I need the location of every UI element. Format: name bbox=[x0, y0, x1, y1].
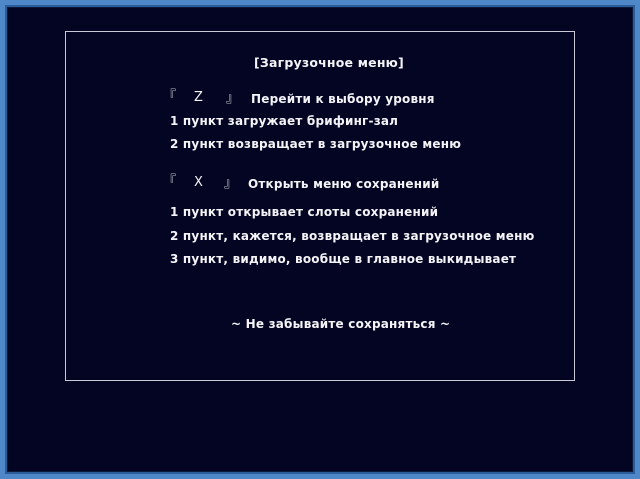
key-bracket-open: 『 bbox=[163, 174, 177, 189]
section-x-item-1: 1 пункт открывает слоты сохранений bbox=[170, 205, 439, 219]
key-x-label: X bbox=[194, 175, 204, 190]
menu-title: [Загрузочное меню] bbox=[254, 55, 404, 70]
section-x-item-2: 2 пункт, кажется, возвращает в загрузочное меню bbox=[170, 229, 535, 243]
section-z-item-1: 1 пункт загружает брифинг-зал bbox=[170, 114, 399, 128]
key-bracket-close: 』 bbox=[224, 176, 238, 191]
key-bracket-close: 』 bbox=[226, 91, 240, 106]
section-x-heading: Открыть меню сохранений bbox=[248, 177, 440, 191]
key-z-label: Z bbox=[194, 90, 204, 105]
section-z-item-2: 2 пункт возвращает в загрузочное меню bbox=[170, 137, 462, 151]
save-reminder: ~ Не забывайте сохраняться ~ bbox=[231, 317, 451, 331]
section-z-heading: Перейти к выбору уровня bbox=[251, 92, 435, 106]
section-x-item-3: 3 пункт, видимо, вообще в главное выкидывает bbox=[170, 252, 517, 266]
key-bracket-open: 『 bbox=[163, 89, 177, 104]
